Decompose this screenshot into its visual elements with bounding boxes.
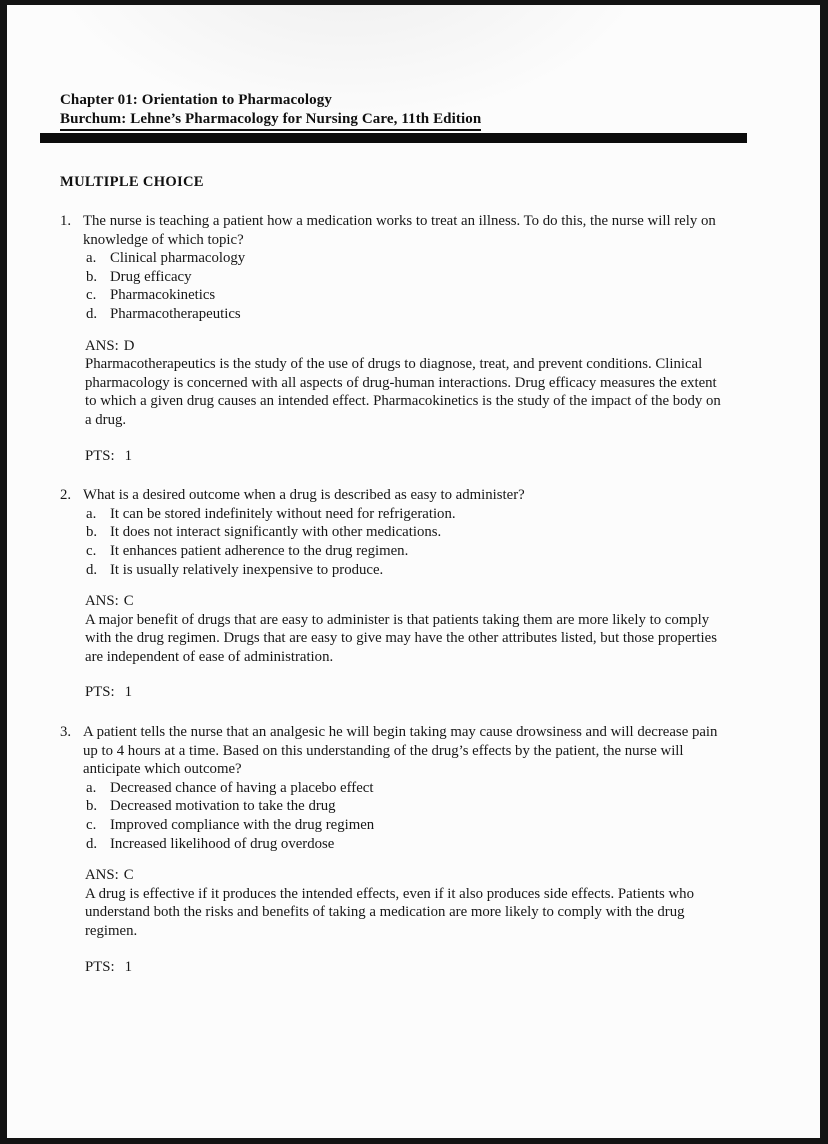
points-label: PTS: [85,958,115,975]
document-page [7,5,820,1138]
points-value: 1 [124,958,133,975]
option-letter: b. [86,798,98,815]
answer-value: D [123,337,135,354]
option-row [83,816,728,835]
answer-value: C [123,867,134,884]
question-stem: A patient tells the nurse that an analgesic he will begin taking may cause drowsiness and will decrease pain up to 4 hours at a time. Based on this understanding of the drug’s effects by the patient, the nurse will anticipate which outcome? [83,724,718,778]
option-text: Pharmacokinetics [110,287,216,304]
document-header [60,91,820,143]
option-text: Improved compliance with the drug regimen [110,817,375,834]
options-list [83,249,728,323]
answer-value: C [123,593,134,610]
option-text: Pharmacotherapeutics [110,305,241,322]
answer-line [85,866,728,885]
option-letter: d. [86,305,98,322]
option-text: Decreased motivation to take the drug [110,798,336,815]
points-line [83,958,728,977]
option-text: Decreased chance of having a placebo effect [110,779,374,796]
options-list [83,505,728,579]
options-list [83,779,728,853]
option-row [83,286,728,305]
rationale-text: Pharmacotherapeutics is the study of the use of drugs to diagnose, treat, and prevent conditions. Clinical pharmacology is concerned with all aspects of drug-human interactions. Drug efficacy measures the extent to which a given drug causes an intended effect. Pharmacokinetics is the study of the impact of the body on a drug. [85,356,721,428]
points-line [83,447,728,466]
rationale-text: A drug is effective if it produces the intended effects, even if it also produces side effects. Patients who understand both the risks and benefits of taking a medication are more likely to comply with the drug regimen. [85,885,694,939]
option-row [83,542,728,561]
option-letter: c. [86,542,97,559]
option-letter: b. [86,268,98,285]
chapter-title: Chapter 01: Orientation to Pharmacology [60,92,332,108]
option-row [83,249,728,268]
question-number: 2. [60,487,72,504]
option-text: Increased likelihood of drug overdose [110,835,335,852]
option-row [83,268,728,287]
option-letter: a. [86,250,97,267]
option-text: It does not interact significantly with other medications. [110,524,442,541]
question-item-1 [60,212,820,465]
answer-label: ANS: [85,337,119,354]
question-number: 1. [60,213,72,229]
option-letter: a. [86,779,97,796]
option-letter: c. [86,287,97,304]
question-number: 3. [60,724,72,741]
answer-label: ANS: [85,867,119,884]
answer-label: ANS: [85,593,119,610]
section-heading: MULTIPLE CHOICE [60,174,204,190]
option-row [83,305,728,324]
question-stem: The nurse is teaching a patient how a medication works to treat an illness. To do this, the nurse will rely on knowledge of which topic? [83,213,716,248]
title-divider-bar [40,133,747,143]
option-row [83,561,728,580]
points-label: PTS: [85,447,115,464]
question-item-3 [60,723,820,976]
option-letter: d. [86,835,98,852]
points-value: 1 [124,684,133,701]
option-letter: d. [86,561,98,578]
question-item-2 [60,486,820,702]
option-row [83,835,728,854]
option-letter: a. [86,505,97,522]
points-value: 1 [124,447,133,464]
rationale-text: A major benefit of drugs that are easy to administer is that patients taking them are more likely to comply with the drug regimen. Drugs that are easy to give may have the other attributes listed, but those properties are independent of ease of administration. [85,611,717,665]
points-label: PTS: [85,684,115,701]
answer-block [83,337,728,430]
option-text: It enhances patient adherence to the drug regimen. [110,542,409,559]
answer-line [85,337,728,356]
answer-line [85,592,728,611]
option-text: Clinical pharmacology [110,250,246,267]
option-text: It can be stored indefinitely without need for refrigeration. [110,505,456,522]
question-stem: What is a desired outcome when a drug is described as easy to administer? [83,487,525,504]
answer-block [83,866,728,940]
book-title: Burchum: Lehne’s Pharmacology for Nursing Care, 11th Edition [60,110,481,131]
option-letter: c. [86,817,97,834]
option-row [83,505,728,524]
points-line [83,683,728,702]
option-row [83,523,728,542]
answer-block [83,592,728,666]
option-text: Drug efficacy [110,268,192,285]
option-text: It is usually relatively inexpensive to produce. [110,561,384,578]
option-row [83,779,728,798]
option-letter: b. [86,524,98,541]
option-row [83,797,728,816]
